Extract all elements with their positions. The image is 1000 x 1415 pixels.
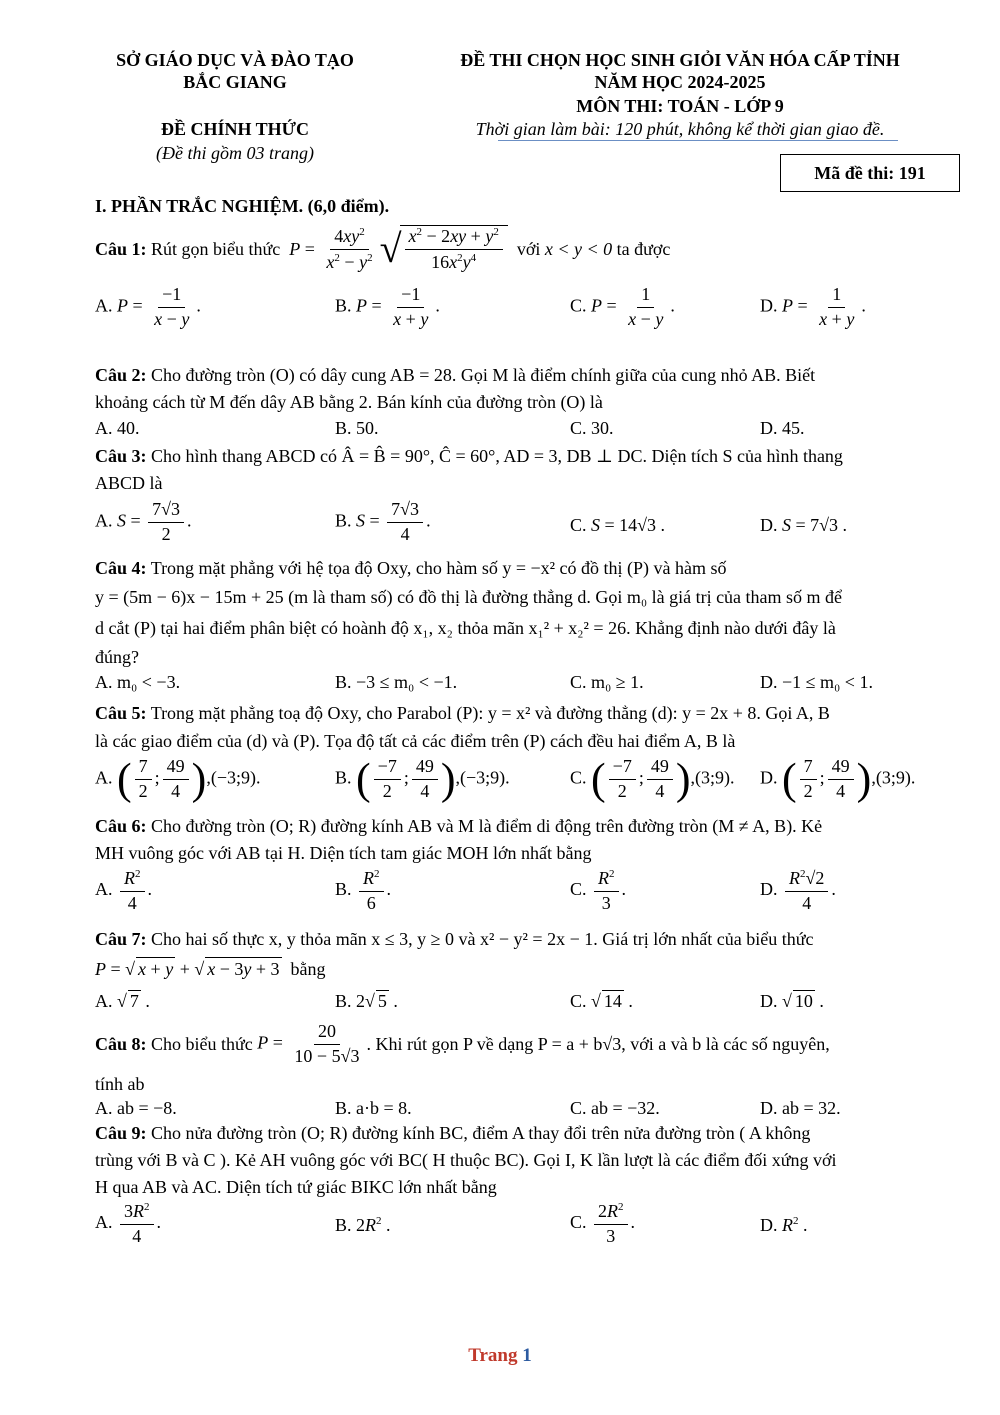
q8-option-d: D. ab = 32. <box>760 1098 841 1118</box>
q2-line2: khoảng cách từ M đến dây AB bằng 2. Bán kính của đường tròn (O) là <box>95 392 603 412</box>
q7-option-b: B. 2√ 5 . <box>335 991 398 1011</box>
q1-formula: P = $\frac{4xy^2}{x^2 - y^2}$ √ $\frac{x^2 - 2xy + y^2}{16x^2y^4}$ <box>289 225 508 273</box>
q6-option-c: C. $\frac{R^2}{3}$ . <box>570 868 627 913</box>
q7-line1: Cho hai số thực x, y thỏa mãn x ≤ 3, y ≥ 0 và x² − y² = 2x − 1. Giá trị lớn nhất của biểu thức <box>151 929 814 949</box>
question-8 <box>95 1018 940 1070</box>
q1-text-c: ta được <box>616 238 671 259</box>
exam-code: Mã đề thi: 191 <box>814 162 926 183</box>
q8-formula: P = $\frac{20}{10 - 5√3}$ <box>257 1020 360 1066</box>
q3-option-b: B. S = $\frac{7√3}{4}$ . <box>335 499 431 544</box>
q5-line2: là các giao điểm của (d) và (P). Tọa độ tất cả các điểm trên (P) cách đều hai điểm A, B là <box>95 731 736 751</box>
q9-option-b: B. $2R^2$ . <box>335 1215 391 1235</box>
q6-label: Câu 6: <box>95 816 147 836</box>
q4-line2: y = (5m − 6)x − 15m + 25 (m là tham số) có đồ thị là đường thẳng d. Gọi m₀ là giá trị của tham số m để <box>95 587 843 607</box>
q3-line2: ABCD là <box>95 473 163 493</box>
q6-option-d: D. $\frac{R^2√2}{4}$ . <box>760 868 836 913</box>
q8-label: Câu 8: <box>95 1033 147 1054</box>
q2-option-c: C. 30. <box>570 418 614 438</box>
page-count-note: (Đề thi gồm 03 trang) <box>156 143 314 163</box>
q1-option-c: C. P = $\frac{1}{x - y}$ . <box>570 284 675 329</box>
q3-option-d: D. S = 7√3 . <box>760 515 848 535</box>
question-9 <box>95 1122 940 1145</box>
q1-condition: x < y < 0 <box>544 238 613 259</box>
q4-label: Câu 4: <box>95 558 147 578</box>
q4-option-c: C. m₀ ≥ 1. <box>570 672 644 692</box>
q1-option-d: D. P = $\frac{1}{x + y}$ . <box>760 284 866 329</box>
q2-option-a: A. 40. <box>95 418 140 438</box>
q5-label: Câu 5: <box>95 703 147 723</box>
q6-line2: MH vuông góc với AB tại H. Diện tích tam giác MOH lớn nhất bằng <box>95 843 592 863</box>
page-number: 1 <box>522 1345 532 1366</box>
q1-text-a: Rút gọn biểu thức <box>151 238 281 259</box>
question-5 <box>95 702 940 725</box>
q1-option-b: B. P = $\frac{-1}{x + y}$ . <box>335 284 440 329</box>
q9-option-c: C. $\frac{2R^2}{3}$ . <box>570 1201 636 1246</box>
q7-option-c: C. √ 14 . <box>570 991 633 1011</box>
q7-line2: P = √ x + y + √ x − 3y + 3 bằng <box>95 959 326 979</box>
q9-option-d: D. $R^2$ . <box>760 1215 808 1235</box>
q9-line1: Cho nửa đường tròn (O; R) đường kính BC, điểm A thay đổi trên nửa đường tròn ( A không <box>151 1123 811 1143</box>
q6-option-a: A. $\frac{R^2}{4}$ . <box>95 868 152 913</box>
q1-label: Câu 1: <box>95 238 147 259</box>
page-word: Trang <box>468 1345 518 1366</box>
q1-text-b: với <box>516 238 541 259</box>
q1-option-a: A. P = $\frac{-1}{x - y}$ . <box>95 284 201 329</box>
q2-option-d: D. 45. <box>760 418 805 438</box>
q9-option-a: A. $\frac{3R^2}{4}$ . <box>95 1201 161 1246</box>
q8-option-a: A. ab = −8. <box>95 1098 177 1118</box>
page-footer <box>0 1345 1000 1367</box>
q5-option-b: B. ( $\frac{-7}{2}$ ; $\frac{49}{4}$ ),(−3;9). <box>335 754 510 804</box>
q6-option-b: B. $\frac{R^2}{6}$ . <box>335 868 392 913</box>
q7-label: Câu 7: <box>95 929 147 949</box>
q8-text-a: Cho biểu thức <box>151 1033 253 1054</box>
q4-line1: Trong mặt phẳng với hệ tọa độ Oxy, cho hàm số y = −x² có đồ thị (P) và hàm số <box>150 558 727 578</box>
subject: MÔN THI: TOÁN - LỚP 9 <box>576 96 784 116</box>
q5-option-a: A. ( $\frac{7}{2}$ ; $\frac{49}{4}$ ),(−3;9). <box>95 754 261 804</box>
section-title: I. PHẦN TRẮC NGHIỆM. (6,0 điểm). <box>95 196 390 216</box>
question-6 <box>95 815 940 838</box>
q4-option-b: B. −3 ≤ m₀ < −1. <box>335 672 458 692</box>
q5-option-d: D. ( $\frac{7}{2}$ ; $\frac{49}{4}$ ),(3;9). <box>760 754 916 804</box>
q5-option-c: C. ( $\frac{-7}{2}$ ; $\frac{49}{4}$ ),(3;9). <box>570 754 735 804</box>
q7-option-a: A. √ 7 . <box>95 991 150 1011</box>
exam-title: ĐỀ THI CHỌN HỌC SINH GIỎI VĂN HÓA CẤP TỈNH <box>460 50 900 70</box>
q8-line2: tính ab <box>95 1074 145 1094</box>
q4-option-a: A. m₀ < −3. <box>95 672 181 692</box>
q2-label: Câu 2: <box>95 365 147 385</box>
question-1 <box>95 222 940 276</box>
q8-text-b: . Khi rút gọn P về dạng P = a + b√3, với a và b là các số nguyên, <box>366 1033 830 1054</box>
q8-option-b: B. a·b = 8. <box>335 1098 412 1118</box>
official-label: ĐỀ CHÍNH THỨC <box>160 119 310 139</box>
q7-line2-tail: bằng <box>290 959 326 979</box>
question-2 <box>95 364 940 387</box>
q5-line1: Trong mặt phẳng toạ độ Oxy, cho Parabol (P): y = x² và đường thẳng (d): y = 2x + 8. Gọi A, B <box>150 703 830 723</box>
q9-line2: trùng với B và C ). Kẻ AH vuông góc với BC( H thuộc BC). Gọi I, K lần lượt là các điểm đối xứng với <box>95 1150 837 1170</box>
q4-line4: đúng? <box>95 647 139 667</box>
department-name: SỞ GIÁO DỤC VÀ ĐÀO TẠO <box>116 50 354 70</box>
q9-line3: H qua AB và AC. Diện tích tứ giác BIKC lớn nhất bằng <box>95 1177 497 1197</box>
header-divider <box>498 140 898 141</box>
school-year: NĂM HỌC 2024-2025 <box>594 72 766 92</box>
q3-label: Câu 3: <box>95 446 147 466</box>
q6-line1: Cho đường tròn (O; R) đường kính AB và M là điểm di động trên đường tròn (M ≠ A, B). Kẻ <box>151 816 823 836</box>
q3-line1: Cho hình thang ABCD có Â = B̂ = 90°, Ĉ = 60°, AD = 3, DB ⊥ DC. Diện tích S của hình thang <box>151 446 843 466</box>
q4-option-d: D. −1 ≤ m₀ < 1. <box>760 672 873 692</box>
q3-option-c: C. S = 14√3 . <box>570 515 666 535</box>
q8-option-c: C. ab = −32. <box>570 1098 660 1118</box>
province-name: BẮC GIANG <box>183 72 287 92</box>
q7-option-d: D. √ 10 . <box>760 991 824 1011</box>
q3-option-a: A. S = $\frac{7√3}{2}$ . <box>95 499 192 544</box>
exam-code-box <box>780 154 960 192</box>
q4-line3: d cắt (P) tại hai điểm phân biệt có hoành độ x₁, x₂ thỏa mãn x₁² + x₂² = 26. Khẳng định nào dưới đây là <box>95 618 836 638</box>
q2-line1: Cho đường tròn (O) có dây cung AB = 28. Gọi M là điểm chính giữa của cung nhỏ AB. Biết <box>151 365 816 385</box>
question-4 <box>95 557 940 580</box>
time-note: Thời gian làm bài: 120 phút, không kể thời gian giao đề. <box>475 119 885 139</box>
question-3 <box>95 445 940 468</box>
question-7 <box>95 928 940 951</box>
q2-option-b: B. 50. <box>335 418 379 438</box>
q9-label: Câu 9: <box>95 1123 147 1143</box>
